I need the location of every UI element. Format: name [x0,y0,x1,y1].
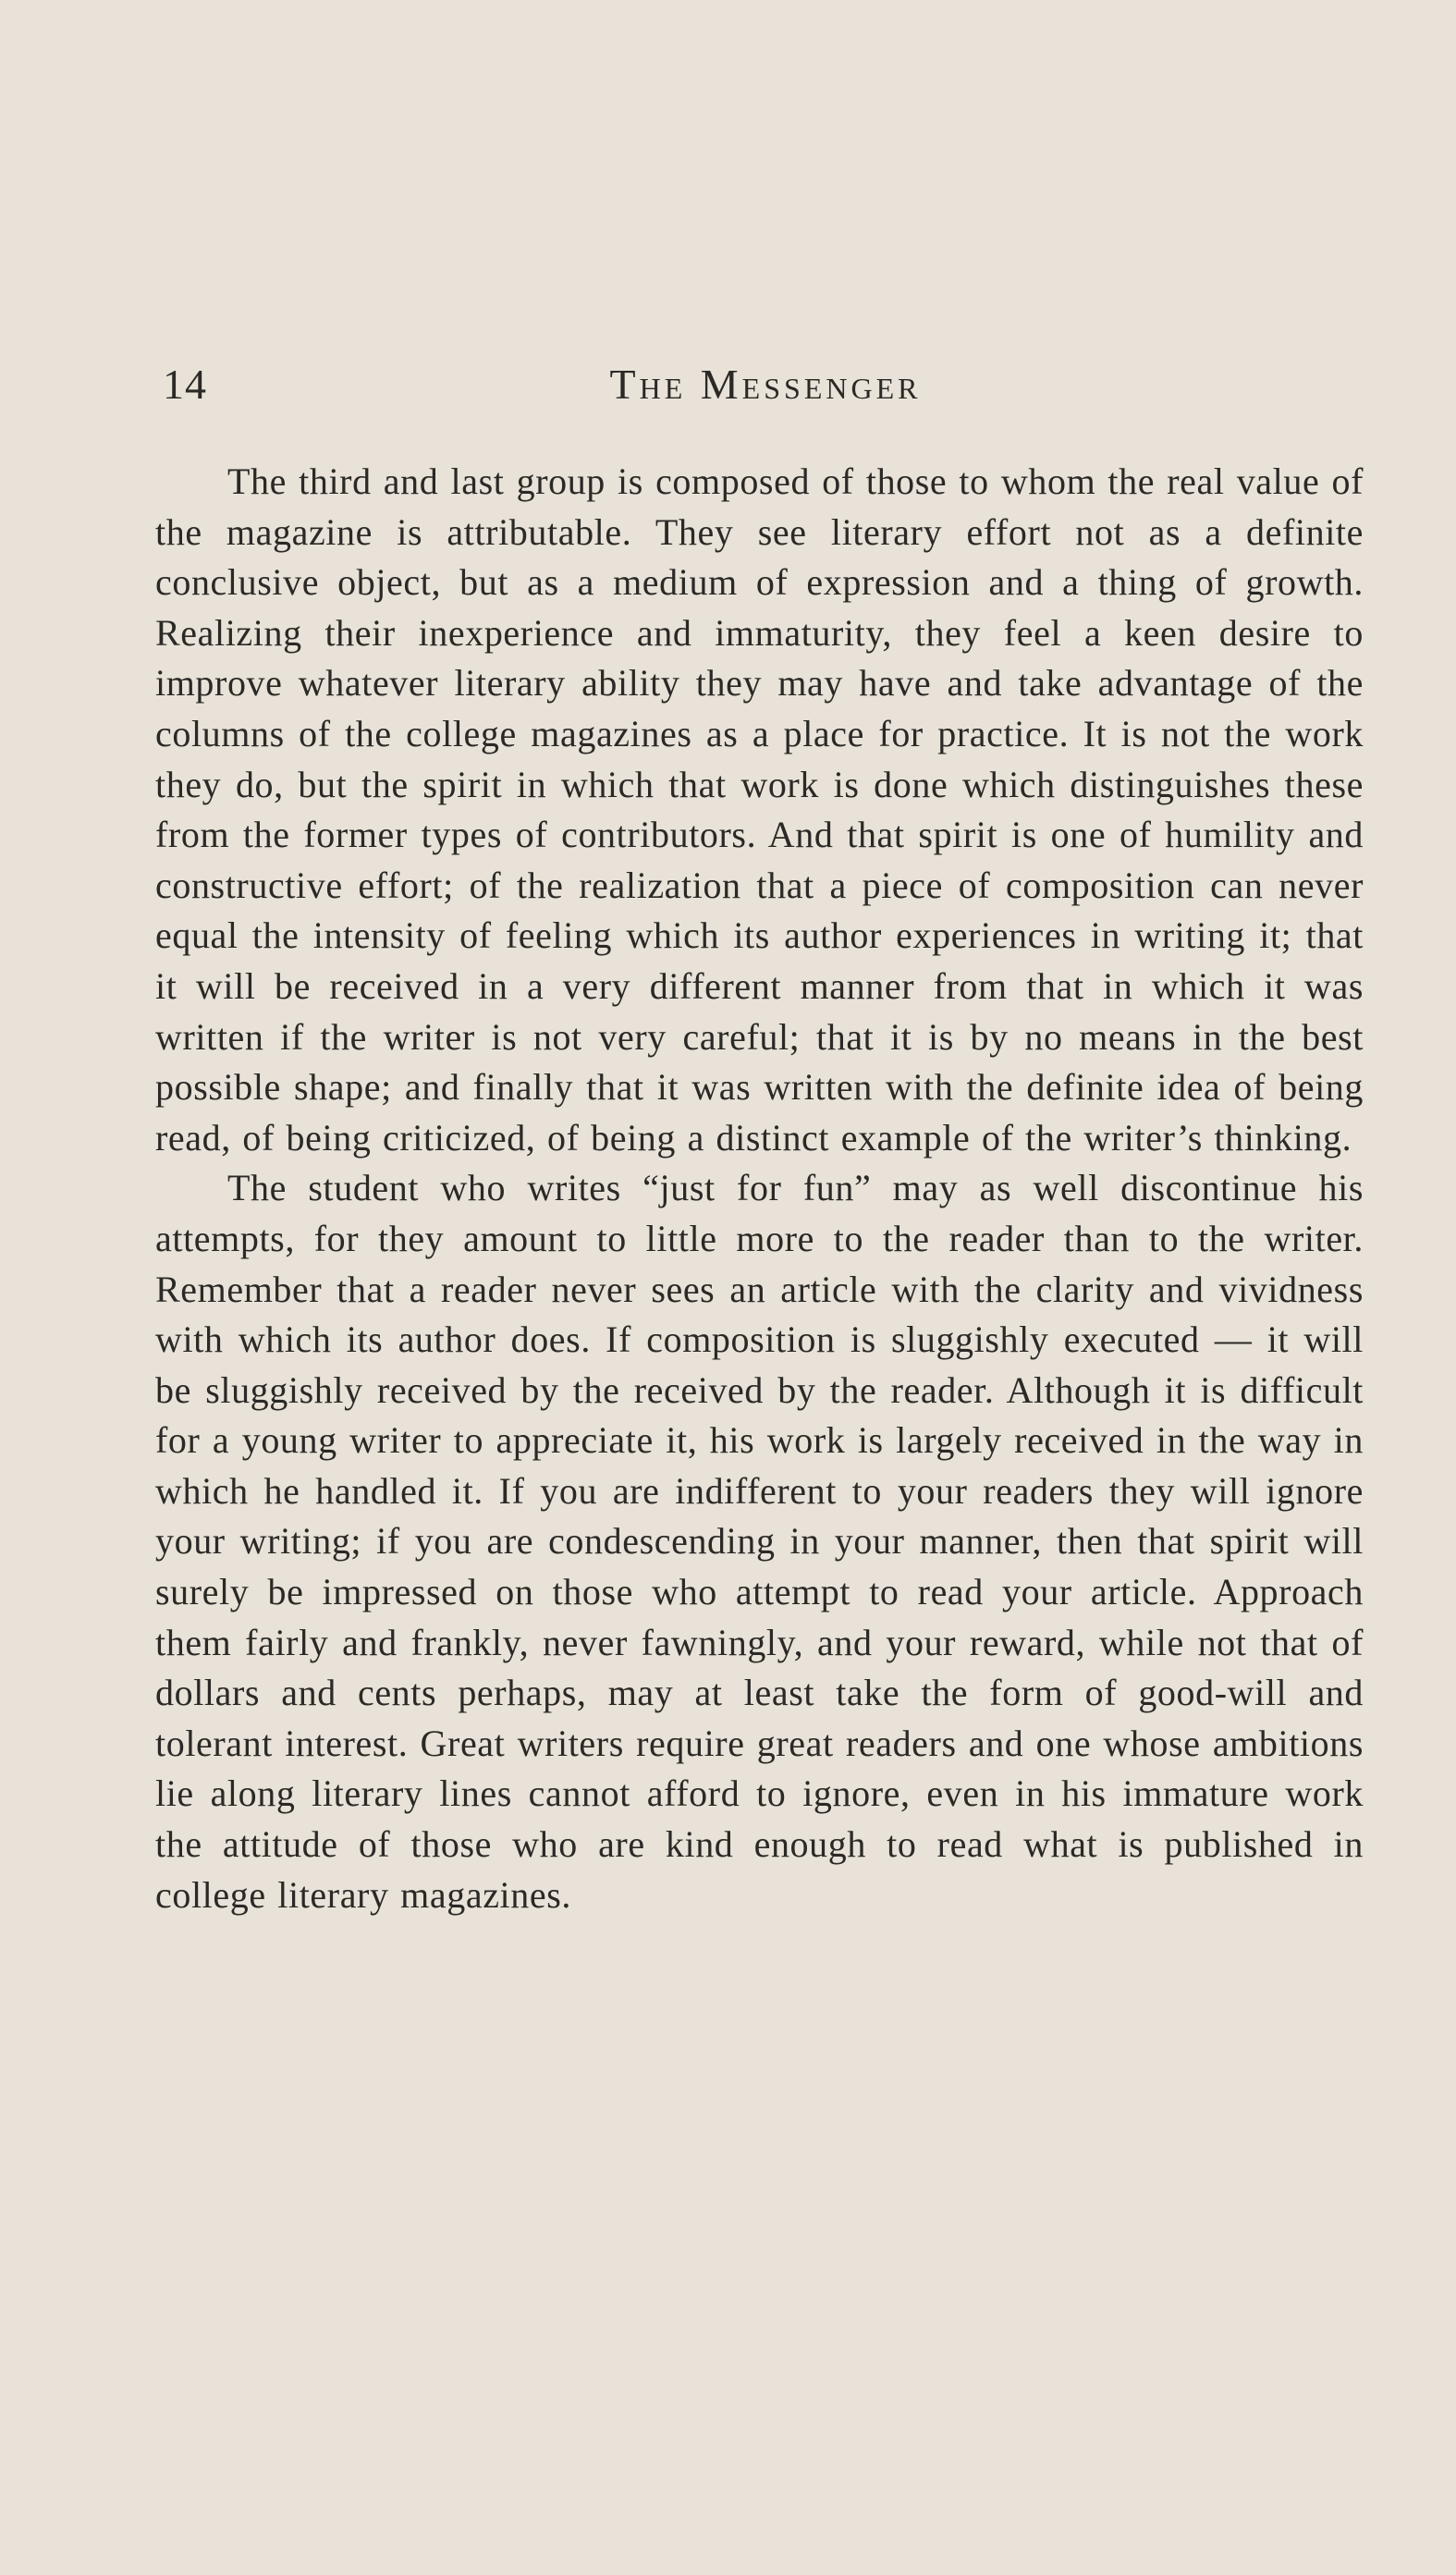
page-number: 14 [163,361,207,408]
running-head [163,357,1368,412]
body-text [155,457,1364,1920]
running-title: The Messenger [609,361,922,408]
paragraph-1: The third and last group is composed of those to whom the real value of the magazine is attributable. They see literary effort not as a definite conclusive object, but as a medium of expression and a thing of growth. Realizing their inexperience and immaturity, they feel a keen desire to improve whatever literary ability they may have and take advantage of the columns of the college magazines as a place for practice. It is not the work they do, but the spirit in which that work is done which distinguishes these from the former types of contributors. And that spirit is one of humility and constructive effort; of the realization that a piece of composition can never equal the intensity of feeling which its author experiences in writing it; that it will be received in a very different manner from that in which it was written if the writer is not very careful; that it is by no means in the best possible shape; and finally that it was written with the definite idea of being read, of being criticized, of being a distinct example of the writer’s thinking. [155,460,1364,1159]
paragraph-2: The student who writes “just for fun” may as well discontinue his attempts, for they amount to little more to the reader than to the writer. Remember that a reader never sees an article with the clarity and vividness with which its author does. If composition is sluggishly executed — it will be sluggishly received by the received by the reader. Although it is difficult for a young writer to appreciate it, his work is largely received in the way in which he handled it. If you are indifferent to your readers they will ignore your writing; if you are condescending in your manner, then that spirit will surely be impressed on those who attempt to read your article. Approach them fairly and frankly, never fawningly, and your reward, while not that of dollars and cents perhaps, may at least take the form of good-will and tolerant interest. Great writers require great readers and one whose ambitions lie along literary lines cannot afford to ignore, even in his immature work the attitude of those who are kind enough to read what is published in college literary magazines. [155,1167,1364,1916]
